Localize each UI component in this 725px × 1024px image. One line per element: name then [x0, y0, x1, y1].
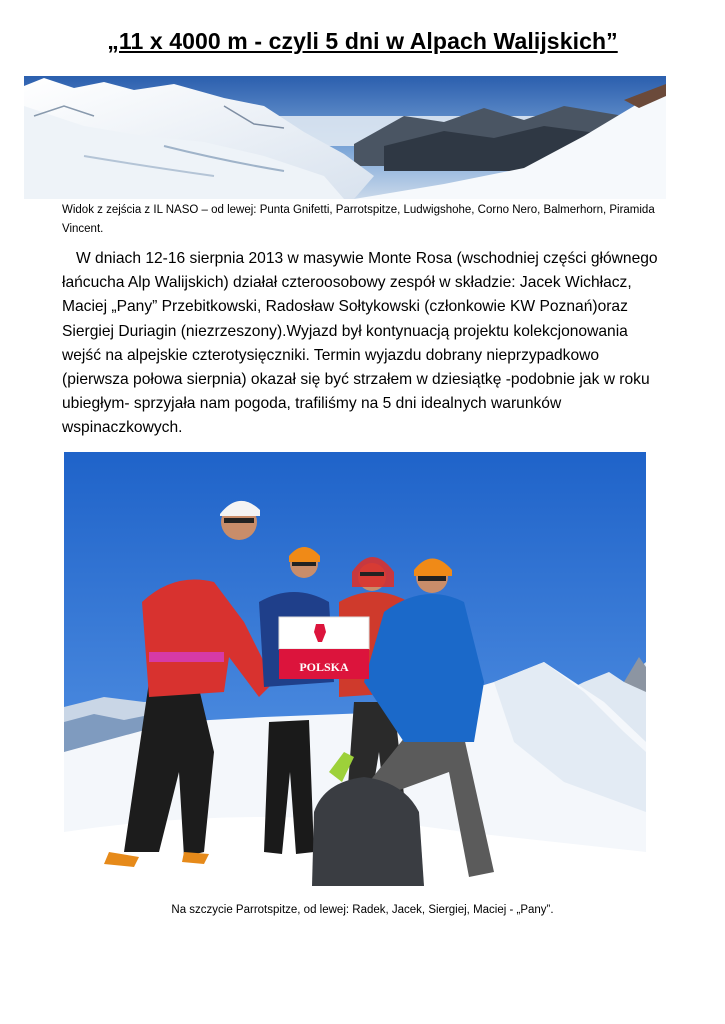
body-paragraph — [62, 247, 664, 441]
polish-flag — [279, 617, 369, 679]
summit-photo — [64, 452, 646, 886]
panorama-caption: Widok z zejścia z IL NASO – od lewej: Punta Gnifetti, Parrotspitze, Ludwigshohe, Corno Nero, Balmerhorn, Piramida Vincent. — [62, 204, 655, 235]
panorama-photo — [24, 76, 666, 199]
panorama-illustration — [24, 76, 666, 199]
summit-illustration — [64, 452, 646, 886]
document-title: „11 x 4000 m - czyli 5 dni w Alpach Walijskich” — [107, 28, 618, 54]
body-paragraph-text: W dniach 12-16 sierpnia 2013 w masywie Monte Rosa (wschodniej części głównego łańcucha Alp Walijskich) działał czteroosobowy zespół w składzie: Jacek Wichłacz, Maciej „Pany” Przebitkowski, Radosław Sołtykowski (członkowie KW Poznań)oraz Siergiej Duriagin (niezrzeszony).Wyjazd był kontynuacją projektu kolekcjonowania wejść na alpejskie czterotysięczniki. Termin wyjazdu dobrany nieprzypadkowo (pierwsza połowa sierpnia) okazał się być strzałem w dziesiątkę -podobnie jak w roku ubiegłym- sprzyjała nam pogoda, trafiliśmy na 5 dni idealnych warunków wspinaczkowych. — [62, 250, 658, 437]
flag-text: POLSKA — [299, 660, 349, 674]
summit-caption: Na szczycie Parrotspitze, od lewej: Radek, Jacek, Siergiej, Maciej - „Pany”. — [171, 904, 554, 916]
